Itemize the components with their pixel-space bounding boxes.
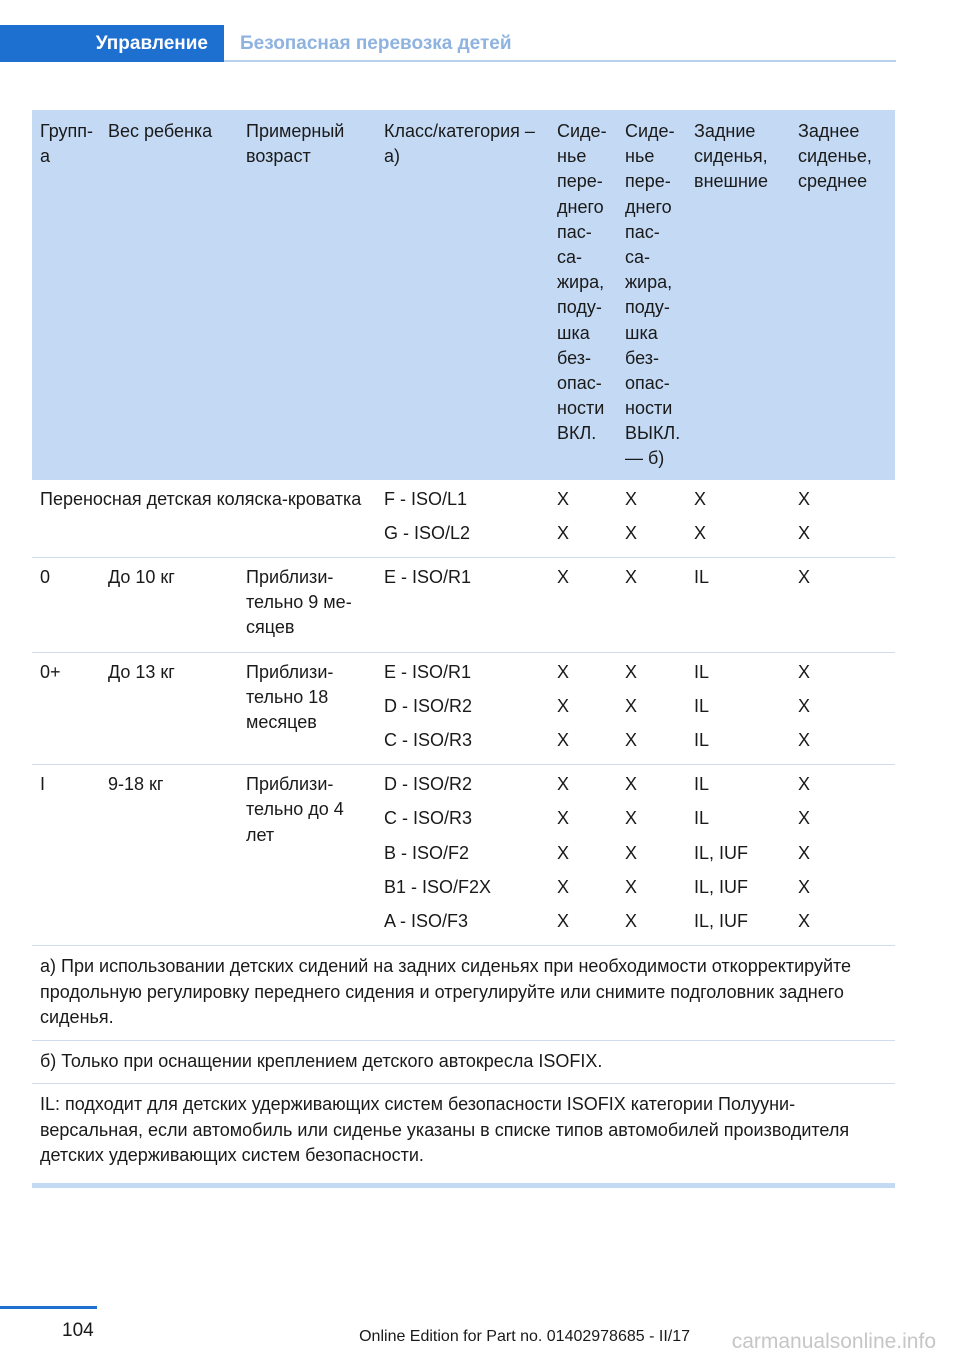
col-group: Группa [32, 110, 100, 480]
cell-rear-middle [790, 558, 895, 653]
edition-text: Online Edition for Part no. 01402978685 - II/17 [359, 1328, 690, 1345]
cell-rear-outer-value: IL [694, 567, 710, 587]
cell-front-airbag-off [617, 558, 686, 653]
table-header-row [32, 110, 895, 480]
cell-rear-outer-value: X [694, 522, 707, 543]
cell-class-value: F - ISO/L1 [384, 488, 468, 509]
cell-front-airbag-off-value: X [625, 695, 638, 716]
cell-front-airbag-off-value: X [625, 661, 638, 682]
cell-class-value: E - ISO/R1 [384, 567, 472, 587]
col-rear-outer: Задние сиденья, внешние [686, 110, 790, 480]
cell-front-airbag-off-value: X [625, 567, 638, 587]
section-tab: Управление [0, 25, 224, 62]
cell-front-airbag-on-value: X [557, 876, 570, 897]
cell-rear-middle [790, 652, 895, 765]
cell-front-airbag-off-value: X [625, 774, 638, 795]
col-class: Класс/категория – а) [376, 110, 549, 480]
cell-rear-middle-value: X [798, 488, 811, 509]
cell-class [376, 480, 549, 558]
cell-front-airbag-on-value: X [557, 661, 570, 682]
cell-front-airbag-off-value: X [625, 808, 638, 829]
cell-group: 0 [32, 558, 100, 653]
cell-rear-middle-value: X [798, 729, 811, 750]
cell-rear-outer-value: X [694, 488, 707, 509]
cell-front-airbag-off [617, 765, 686, 946]
col-age: Примерный возраст [238, 110, 376, 480]
cell-weight: 9-18 кг [100, 765, 238, 946]
cell-front-airbag-on [549, 558, 617, 653]
cell-rear-outer-value: IL, IUF [694, 910, 749, 931]
cell-front-airbag-on-value: X [557, 567, 570, 587]
cell-rear-middle-value: X [798, 808, 811, 829]
cell-class-value: D - ISO/R2 [384, 774, 473, 795]
cell-weight: До 13 кг [100, 652, 238, 765]
table-note-row [32, 1040, 895, 1084]
table-note-row [32, 946, 895, 1041]
cell-front-airbag-off [617, 652, 686, 765]
col-front-airbag-off: Сиденье переднего пассажира, подушка безопасности ВЫКЛ. — б) [617, 110, 686, 480]
cell-class-value: C - ISO/R3 [384, 729, 473, 750]
cell-rear-middle-value: X [798, 567, 811, 587]
cell-age: Приблизительно 18 месяцев [238, 652, 376, 765]
cell-rear-middle [790, 765, 895, 946]
cell-group: 0+ [32, 652, 100, 765]
table-row [32, 480, 895, 558]
cell-front-airbag-on-value: X [557, 522, 570, 543]
cell-front-airbag-off-value: X [625, 522, 638, 543]
table-row [32, 558, 895, 653]
cell-rear-middle-value: X [798, 695, 811, 716]
cell-front-airbag-off-value: X [625, 488, 638, 509]
page-header [0, 0, 960, 62]
cell-weight: До 10 кг [100, 558, 238, 653]
cell-age: Приблизительно до 4 лет [238, 765, 376, 946]
cell-merged-label: Переносная детская коляска-кроватка [32, 480, 376, 558]
cell-rear-outer-value: IL [694, 695, 710, 716]
col-front-airbag-on: Сиденье переднего пассажира, подушка безопасности ВКЛ. [549, 110, 617, 480]
cell-rear-middle-value: X [798, 522, 811, 543]
cell-front-airbag-on [549, 765, 617, 946]
cell-rear-outer-value: IL, IUF [694, 876, 749, 897]
cell-rear-outer [686, 480, 790, 558]
page-number-rule [0, 1306, 97, 1309]
cell-rear-outer-value: IL [694, 661, 710, 682]
col-weight: Вес ребенка [100, 110, 238, 480]
cell-class [376, 558, 549, 653]
table-note: а) При использовании детских сидений на задних сиденьях при необходимости откорректируйте продольную регулировку переднего сидения и отрегулируйте или снимите подголовник заднего сиденья. [32, 946, 895, 1041]
watermark: carmanualsonline.info [731, 1330, 936, 1353]
cell-rear-middle-value: X [798, 910, 811, 931]
cell-rear-outer-value: IL, IUF [694, 842, 749, 863]
cell-rear-outer-value: IL [694, 808, 710, 829]
cell-front-airbag-on-value: X [557, 695, 570, 716]
col-rear-middle: Заднее сиденье, среднее [790, 110, 895, 480]
table-note: б) Только при оснащении креплением детского автокресла ISOFIX. [32, 1040, 895, 1084]
cell-front-airbag-off-value: X [625, 910, 638, 931]
cell-front-airbag-off-value: X [625, 842, 638, 863]
cell-front-airbag-on-value: X [557, 729, 570, 750]
child-seat-table [32, 110, 895, 1188]
cell-front-airbag-off [617, 480, 686, 558]
cell-front-airbag-on [549, 480, 617, 558]
subsection-title: Безопасная перевозка детей [240, 32, 512, 54]
cell-rear-middle-value: X [798, 661, 811, 682]
cell-class-value: G - ISO/L2 [384, 522, 471, 543]
cell-rear-outer-value: IL [694, 774, 710, 795]
cell-class-value: D - ISO/R2 [384, 695, 473, 716]
cell-rear-outer [686, 765, 790, 946]
cell-front-airbag-on-value: X [557, 774, 570, 795]
cell-class-value: A - ISO/F3 [384, 910, 469, 931]
cell-class-value: C - ISO/R3 [384, 808, 473, 829]
cell-rear-middle [790, 480, 895, 558]
cell-front-airbag-on-value: X [557, 488, 570, 509]
cell-rear-middle-value: X [798, 774, 811, 795]
cell-rear-middle-value: X [798, 842, 811, 863]
cell-class [376, 765, 549, 946]
cell-rear-outer [686, 652, 790, 765]
cell-class [376, 652, 549, 765]
cell-front-airbag-off-value: X [625, 729, 638, 750]
cell-rear-outer [686, 558, 790, 653]
table-row [32, 652, 895, 765]
cell-front-airbag-on [549, 652, 617, 765]
cell-rear-middle-value: X [798, 876, 811, 897]
table-row [32, 765, 895, 946]
page-number: 104 [62, 1320, 94, 1341]
cell-age: Приблизительно 9 месяцев [238, 558, 376, 653]
cell-rear-outer-value: IL [694, 729, 710, 750]
cell-front-airbag-on-value: X [557, 808, 570, 829]
cell-class-value: E - ISO/R1 [384, 661, 472, 682]
table-note-row [32, 1084, 895, 1186]
cell-class-value: B1 - ISO/F2X [384, 876, 492, 897]
header-rule [224, 60, 896, 62]
cell-group: I [32, 765, 100, 946]
cell-class-value: B - ISO/F2 [384, 842, 470, 863]
cell-front-airbag-on-value: X [557, 842, 570, 863]
table-note: IL: подходит для детских удерживающих систем безопасности ISOFIX категории Полууниверсальная, если автомобиль или сиденье указаны в списке типов автомобилей производителя детских удерживающих систем безопасности. [32, 1084, 895, 1186]
cell-front-airbag-on-value: X [557, 910, 570, 931]
cell-front-airbag-off-value: X [625, 876, 638, 897]
